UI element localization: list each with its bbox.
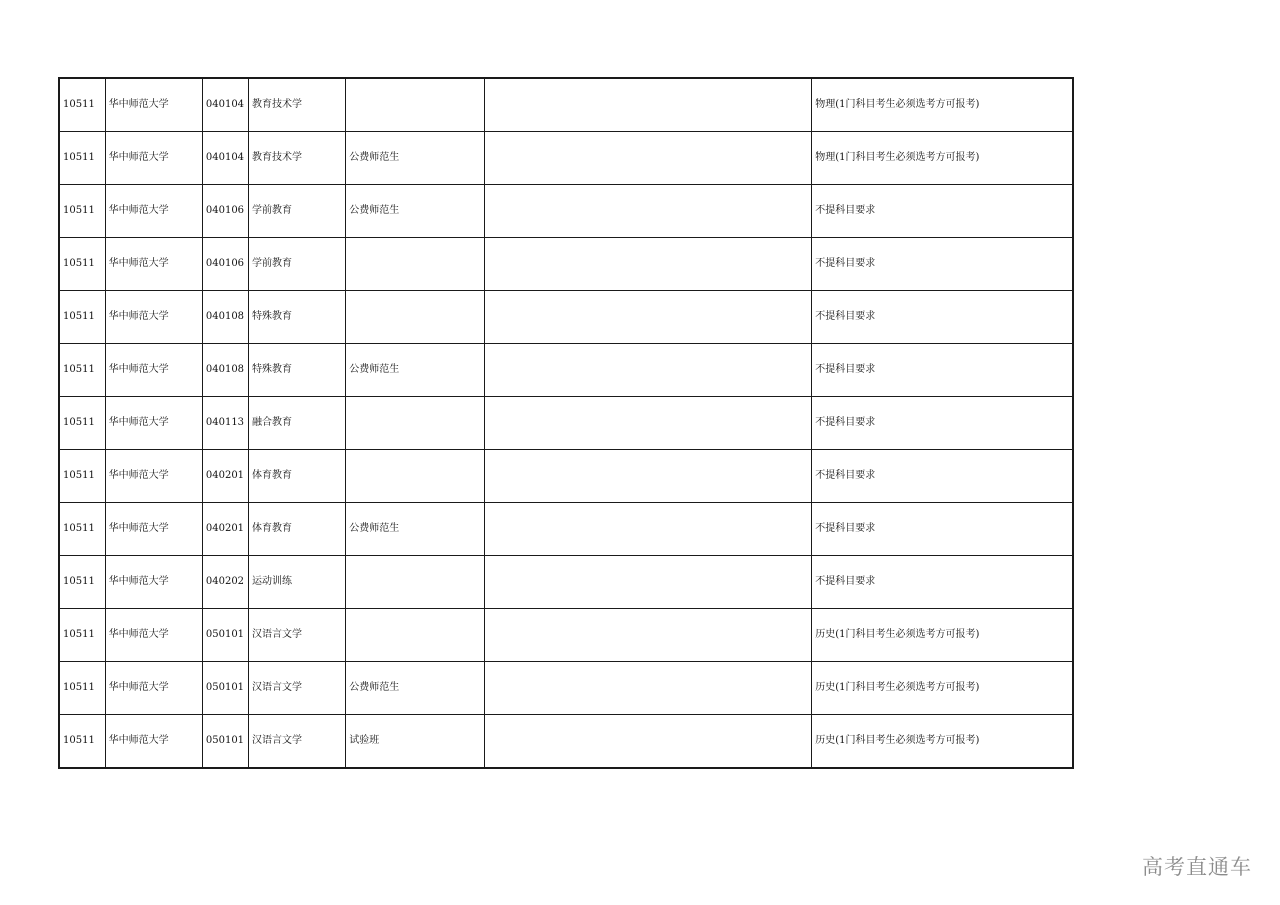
table-row [59, 78, 1073, 132]
empty-cell [484, 556, 812, 609]
note-cell: 试验班 [346, 715, 484, 769]
school-code-cell: 10511 [59, 344, 105, 397]
school-code-cell: 10511 [59, 132, 105, 185]
note-cell: 公费师范生 [346, 132, 484, 185]
table-row [59, 132, 1073, 185]
table-row [59, 503, 1073, 556]
subject-requirement-cell: 物理(1门科目考生必须选考方可报考) [812, 132, 1073, 185]
note-cell [346, 450, 484, 503]
table-row [59, 238, 1073, 291]
subject-requirement-cell: 不提科目要求 [812, 185, 1073, 238]
table-row [59, 291, 1073, 344]
school-code-cell: 10511 [59, 78, 105, 132]
table-body [59, 78, 1073, 768]
school-code-cell: 10511 [59, 662, 105, 715]
major-code-cell: 040108 [202, 344, 248, 397]
note-cell [346, 238, 484, 291]
subject-requirement-cell: 不提科目要求 [812, 238, 1073, 291]
table-row [59, 344, 1073, 397]
major-name-cell: 运动训练 [248, 556, 345, 609]
school-name-cell: 华中师范大学 [105, 185, 202, 238]
note-cell: 公费师范生 [346, 185, 484, 238]
school-code-cell: 10511 [59, 609, 105, 662]
major-code-cell: 040202 [202, 556, 248, 609]
table-row [59, 609, 1073, 662]
school-name-cell: 华中师范大学 [105, 291, 202, 344]
major-name-cell: 教育技术学 [248, 78, 345, 132]
major-code-cell: 040106 [202, 185, 248, 238]
table-row [59, 185, 1073, 238]
note-cell: 公费师范生 [346, 503, 484, 556]
school-name-cell: 华中师范大学 [105, 662, 202, 715]
subject-requirement-cell: 不提科目要求 [812, 450, 1073, 503]
school-name-cell: 华中师范大学 [105, 503, 202, 556]
empty-cell [484, 609, 812, 662]
note-cell: 公费师范生 [346, 344, 484, 397]
major-name-cell: 汉语言文学 [248, 609, 345, 662]
major-name-cell: 学前教育 [248, 185, 345, 238]
school-name-cell: 华中师范大学 [105, 715, 202, 769]
subject-requirement-cell: 物理(1门科目考生必须选考方可报考) [812, 78, 1073, 132]
school-code-cell: 10511 [59, 556, 105, 609]
school-code-cell: 10511 [59, 185, 105, 238]
major-code-cell: 050101 [202, 609, 248, 662]
empty-cell [484, 397, 812, 450]
school-name-cell: 华中师范大学 [105, 556, 202, 609]
empty-cell [484, 662, 812, 715]
major-name-cell: 体育教育 [248, 450, 345, 503]
major-code-cell: 040201 [202, 503, 248, 556]
major-name-cell: 融合教育 [248, 397, 345, 450]
school-name-cell: 华中师范大学 [105, 450, 202, 503]
major-name-cell: 教育技术学 [248, 132, 345, 185]
major-code-cell: 050101 [202, 715, 248, 769]
major-name-cell: 汉语言文学 [248, 715, 345, 769]
table-row [59, 450, 1073, 503]
subject-requirement-cell: 不提科目要求 [812, 556, 1073, 609]
school-code-cell: 10511 [59, 715, 105, 769]
subject-requirement-cell: 历史(1门科目考生必须选考方可报考) [812, 715, 1073, 769]
empty-cell [484, 503, 812, 556]
major-name-cell: 学前教育 [248, 238, 345, 291]
school-name-cell: 华中师范大学 [105, 609, 202, 662]
school-name-cell: 华中师范大学 [105, 238, 202, 291]
major-code-cell: 050101 [202, 662, 248, 715]
school-code-cell: 10511 [59, 238, 105, 291]
major-name-cell: 体育教育 [248, 503, 345, 556]
major-name-cell: 特殊教育 [248, 344, 345, 397]
major-code-cell: 040113 [202, 397, 248, 450]
school-code-cell: 10511 [59, 291, 105, 344]
note-cell [346, 609, 484, 662]
major-code-cell: 040104 [202, 78, 248, 132]
school-name-cell: 华中师范大学 [105, 344, 202, 397]
table-row [59, 397, 1073, 450]
empty-cell [484, 132, 812, 185]
empty-cell [484, 291, 812, 344]
major-code-cell: 040201 [202, 450, 248, 503]
school-code-cell: 10511 [59, 450, 105, 503]
note-cell [346, 291, 484, 344]
subject-requirement-cell: 不提科目要求 [812, 397, 1073, 450]
note-cell [346, 78, 484, 132]
major-name-cell: 汉语言文学 [248, 662, 345, 715]
empty-cell [484, 450, 812, 503]
watermark-text: 高考直通车 [1142, 855, 1252, 879]
major-code-cell: 040106 [202, 238, 248, 291]
school-code-cell: 10511 [59, 397, 105, 450]
subject-requirement-cell: 不提科目要求 [812, 291, 1073, 344]
note-cell [346, 556, 484, 609]
school-code-cell: 10511 [59, 503, 105, 556]
empty-cell [484, 344, 812, 397]
school-name-cell: 华中师范大学 [105, 397, 202, 450]
subject-requirement-cell: 历史(1门科目考生必须选考方可报考) [812, 609, 1073, 662]
note-cell: 公费师范生 [346, 662, 484, 715]
subject-requirement-cell: 不提科目要求 [812, 344, 1073, 397]
empty-cell [484, 78, 812, 132]
major-code-cell: 040104 [202, 132, 248, 185]
table-row [59, 662, 1073, 715]
admission-requirements-table [58, 77, 1074, 769]
subject-requirement-cell: 不提科目要求 [812, 503, 1073, 556]
school-name-cell: 华中师范大学 [105, 132, 202, 185]
table-row [59, 715, 1073, 769]
table-row [59, 556, 1073, 609]
empty-cell [484, 185, 812, 238]
note-cell [346, 397, 484, 450]
empty-cell [484, 715, 812, 769]
school-name-cell: 华中师范大学 [105, 78, 202, 132]
empty-cell [484, 238, 812, 291]
major-code-cell: 040108 [202, 291, 248, 344]
subject-requirement-cell: 历史(1门科目考生必须选考方可报考) [812, 662, 1073, 715]
major-name-cell: 特殊教育 [248, 291, 345, 344]
